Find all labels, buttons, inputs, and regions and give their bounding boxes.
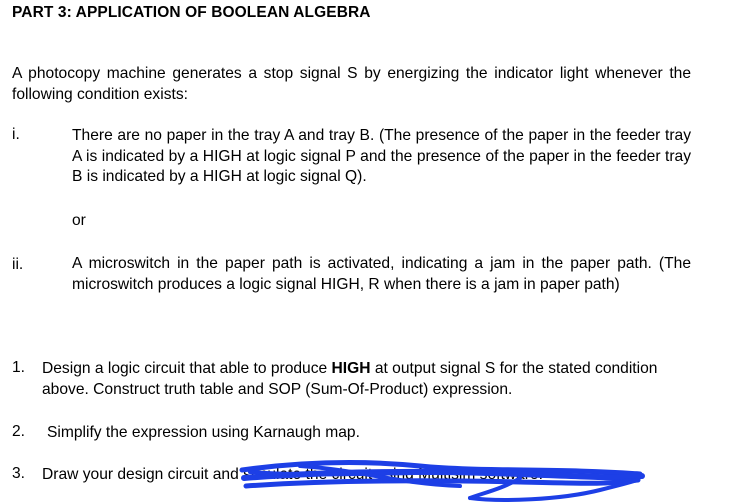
task-1-text-after: at output signal S for the stated condition above. Construct truth table and SOP (Sum-Of-Product) expression. — [42, 360, 658, 398]
condition-text-1: There are no paper in the tray A and tray B. (The presence of the paper in the feeder tray A is indicated by a HIGH at logic signal P and the presence of the paper in the feeder tray B is indicated by a HIGH at logic signal Q). — [72, 127, 691, 185]
section-heading: PART 3: APPLICATION OF BOOLEAN ALGEBRA — [12, 4, 371, 21]
or-connector: or — [72, 212, 86, 229]
condition-marker-1: i. — [12, 126, 20, 143]
task-1-text-before: Design a logic circuit that able to produce — [42, 360, 332, 377]
task-1-bold-word: HIGH — [331, 360, 371, 377]
task-3-text-obscured: and simulate the circuit using Multisim software. — [212, 466, 543, 483]
task-number-1: 1. — [12, 359, 26, 376]
condition-marker-2: ii. — [12, 256, 24, 273]
task-number-3: 3. — [12, 465, 26, 482]
condition-text-2: A microswitch in the paper path is activated, indicating a jam in the paper path. (The microswitch produces a logic signal HIGH, R when there is a jam in paper path) — [72, 255, 691, 293]
intro-paragraph: A photocopy machine generates a stop signal S by energizing the indicator light whenever the following condition exists: — [12, 65, 691, 103]
task-text-2: Simplify the expression using Karnaugh map. — [47, 424, 360, 441]
task-3-text-visible: Draw your design circuit — [42, 466, 213, 483]
task-number-2: 2. — [12, 423, 26, 440]
